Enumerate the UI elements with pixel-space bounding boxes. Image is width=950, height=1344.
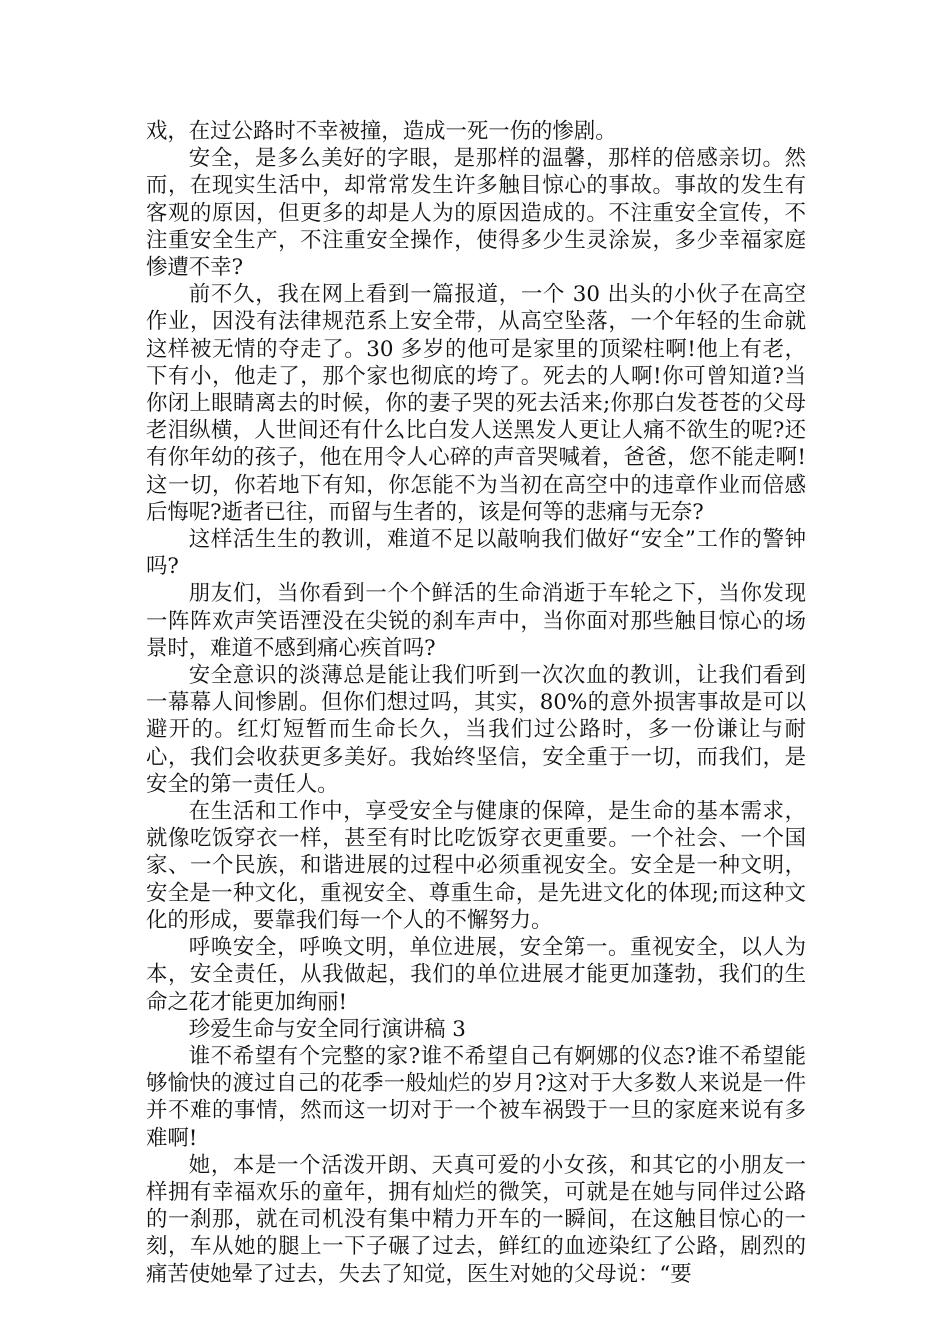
paragraph-5: 朋友们，当你看到一个个鲜活的生命消逝于车轮之下，当你发现一阵阵欢声笑语湮没在尖锐的刹车声中，当你面对那些触目惊心的场景时，难道不感到痛心疾首吗? bbox=[146, 581, 806, 661]
document-page bbox=[146, 118, 806, 1288]
paragraph-4: 这样活生生的教训，难道不足以敲响我们做好“安全”工作的警钟吗? bbox=[146, 527, 806, 580]
paragraph-7: 在生活和工作中，享受安全与健康的保障，是生命的基本需求，就像吃饭穿衣一样，甚至有时比吃饭穿衣更重要。一个社会、一个国家、一个民族，和谐进展的过程中必须重视安全。安全是一种文明，安全是一种文化，重视安全、尊重生命，是先进文化的体现;而这种文化的形成，要靠我们每一个人的不懈努力。 bbox=[146, 799, 806, 933]
paragraph-1: 戏，在过公路时不幸被撞，造成一死一伤的惨剧。 bbox=[146, 119, 617, 144]
paragraph-3: 前不久，我在网上看到一篇报道，一个 30 出头的小伙子在高空作业，因没有法律规范系上安全带，从高空坠落，一个年轻的生命就这样被无情的夺走了。30 多岁的他可是家里的顶梁柱啊!他上有老，下有小，他走了，那个家也彻底的垮了。死去的人啊!你可曾知道?当你闭上眼睛离去的时候，你的妻子哭的死去活来;你那白发苍苍的父母老泪纵横，人世间还有什么比白发人送黑发人更让人痛不欲生的呢?还有你年幼的孩子，他在用令人心碎的声音哭喊着，爸爸，您不能走啊!这一切，你若地下有知，你怎能不为当初在高空中的违章作业而倍感后悔呢?逝者已往，而留与生者的，该是何等的悲痛与无奈? bbox=[146, 282, 806, 525]
paragraph-8: 呼唤安全，呼唤文明，单位进展，安全第一。重视安全，以人为本，安全责任，从我做起，我们的单位进展才能更加蓬勃，我们的生命之花才能更加绚丽! bbox=[146, 935, 806, 1015]
paragraph-6: 安全意识的淡薄总是能让我们听到一次次血的教训，让我们看到一幕幕人间惨剧。但你们想过吗，其实，80%的意外损害事故是可以避开的。红灯短暂而生命长久，当我们过公路时，多一份谦让与耐心，我们会收获更多美好。我始终坚信，安全重于一切，而我们，是安全的第一责任人。 bbox=[146, 663, 806, 797]
paragraph-10: 她，本是一个活泼开朗、天真可爱的小女孩，和其它的小朋友一样拥有幸福欢乐的童年，拥有灿烂的微笑，可就是在她与同伴过公路的一刹那，就在司机没有集中精力开车的一瞬间，在这触目惊心的一刻，车从她的腿上一下子碾了过去，鲜红的血迹染红了公路，剧烈的痛苦使她晕了过去，失去了知觉，医生对她的父母说：“要 bbox=[146, 1152, 806, 1287]
section-heading: 珍爱生命与安全同行演讲稿 3 bbox=[188, 1016, 466, 1042]
paragraph-9: 谁不希望有个完整的家?谁不希望自己有婀娜的仪态?谁不希望能够愉快的渡过自己的花季一般灿烂的岁月?这对于大多数人来说是一件并不难的事情，然而这一切对于一个被车祸毁于一旦的家庭来说有多难啊! bbox=[146, 1043, 806, 1151]
paragraph-2: 安全，是多么美好的字眼，是那样的温馨，那样的倍感亲切。然而，在现实生活中，却常常发生许多触目惊心的事故。事故的发生有客观的原因，但更多的却是人为的原因造成的。不注重安全宣传，不注重安全生产，不注重安全操作，使得多少生灵涂炭，多少幸福家庭惨遭不幸? bbox=[146, 146, 806, 281]
